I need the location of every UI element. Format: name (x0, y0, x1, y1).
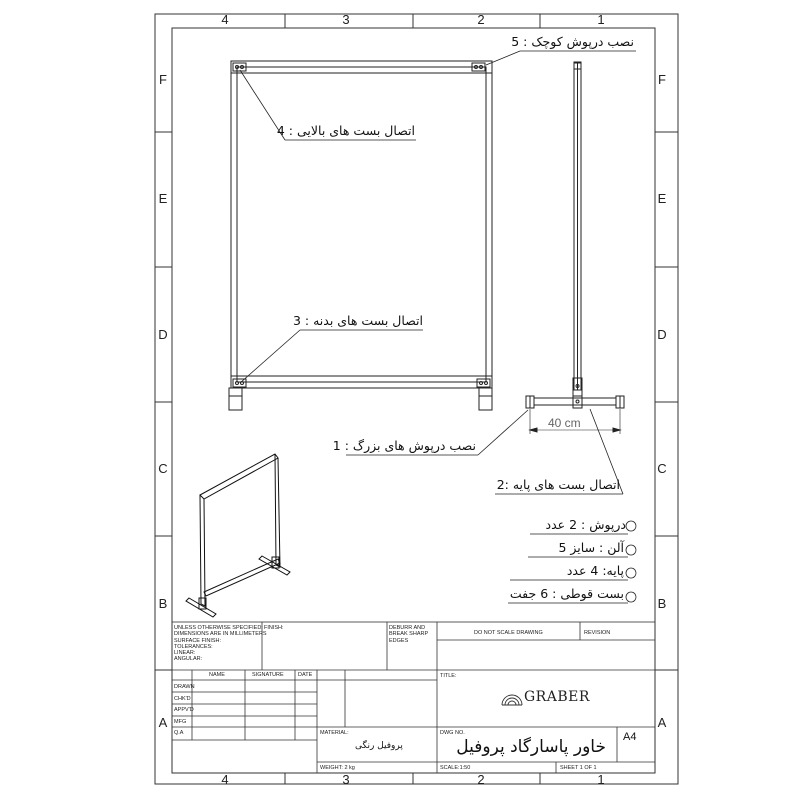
do-not-scale-label: DO NOT SCALE DRAWING (474, 630, 543, 636)
dimension-label: 40 cm (548, 416, 581, 430)
zone-right-c: C (657, 461, 667, 476)
zone-bottom-3: 3 (342, 772, 350, 787)
zone-bottom-4: 4 (221, 772, 229, 787)
bom-item-2: آلن : سایز 5 (558, 540, 624, 555)
col-name-header: NAME (209, 672, 225, 678)
dwg-no-label: DWG NO. (440, 730, 465, 736)
zone-top-3: 3 (342, 12, 350, 27)
deburr-note: DEBURR AND BREAK SHARP EDGES (389, 625, 429, 644)
row-checked: CHK'D (174, 696, 191, 702)
zone-top-4: 4 (221, 12, 229, 27)
zone-right-e: E (657, 191, 667, 206)
side-view (526, 62, 624, 434)
drawing-title: خاور پاسارگاد پروفیل (456, 737, 606, 757)
sheet-size: A4 (623, 731, 637, 743)
zone-top-1: 1 (597, 12, 605, 27)
callout-4: اتصال بست های بالایی : 4 (276, 123, 415, 138)
callout-5: نصب درپوش کوچک : 5 (511, 34, 634, 49)
sheet-number: SHEET 1 OF 1 (560, 765, 597, 771)
outer-frame (155, 14, 678, 784)
callout-1: نصب درپوش های بزرگ : 1 (332, 438, 476, 453)
bom-item-4: بست قوطی : 6 جفت (509, 586, 624, 601)
brand-name: GRABER (524, 689, 590, 705)
scale-label: SCALE:1:50 (440, 765, 471, 771)
bom-item-1: درپوش : 2 عدد (545, 517, 626, 532)
zone-ticks (155, 14, 678, 784)
material-value: پروفیل رنگی (355, 741, 403, 751)
zone-right-d: D (657, 327, 667, 342)
row-mfg: MFG (174, 719, 187, 725)
callout-2: اتصال بست های پایه :2 (496, 477, 620, 492)
zone-right-b: B (657, 596, 667, 611)
zone-right-f: F (658, 72, 666, 87)
unless-specified-note: UNLESS OTHERWISE SPECIFIED: DIMENSIONS ARE IN MILLIMETERS SURFACE FINISH: TOLERANCES: LINEAR: ANGULAR: (174, 625, 267, 663)
finish-label: FINISH: (264, 625, 284, 631)
zone-right-a: A (657, 715, 667, 730)
revision-label: REVISION (584, 630, 611, 636)
col-date-header: DATE (298, 672, 313, 678)
row-approved: APPV'D (174, 707, 194, 713)
callout-3: اتصال بست های بدنه : 3 (292, 313, 423, 328)
graber-logo-mark (502, 695, 522, 705)
zone-left-a: A (158, 715, 168, 730)
title-label: TITLE: (440, 673, 457, 679)
zone-bottom-2: 2 (477, 772, 485, 787)
material-label: MATERIAL: (320, 730, 349, 736)
row-qa: Q.A (174, 730, 184, 736)
zone-bottom-1: 1 (597, 772, 605, 787)
zone-left-c: C (158, 461, 168, 476)
bom-item-3: پایه: 4 عدد (566, 563, 624, 578)
col-signature-header: SIGNATURE (252, 672, 284, 678)
zone-left-b: B (158, 596, 168, 611)
row-drawn: DRAWN (174, 684, 195, 690)
isometric-view (186, 454, 290, 617)
zone-top-2: 2 (477, 12, 485, 27)
zone-left-d: D (158, 327, 168, 342)
zone-left-f: F (159, 72, 167, 87)
weight-label: WEIGHT: 2 kg (320, 765, 355, 771)
zone-left-e: E (158, 191, 168, 206)
